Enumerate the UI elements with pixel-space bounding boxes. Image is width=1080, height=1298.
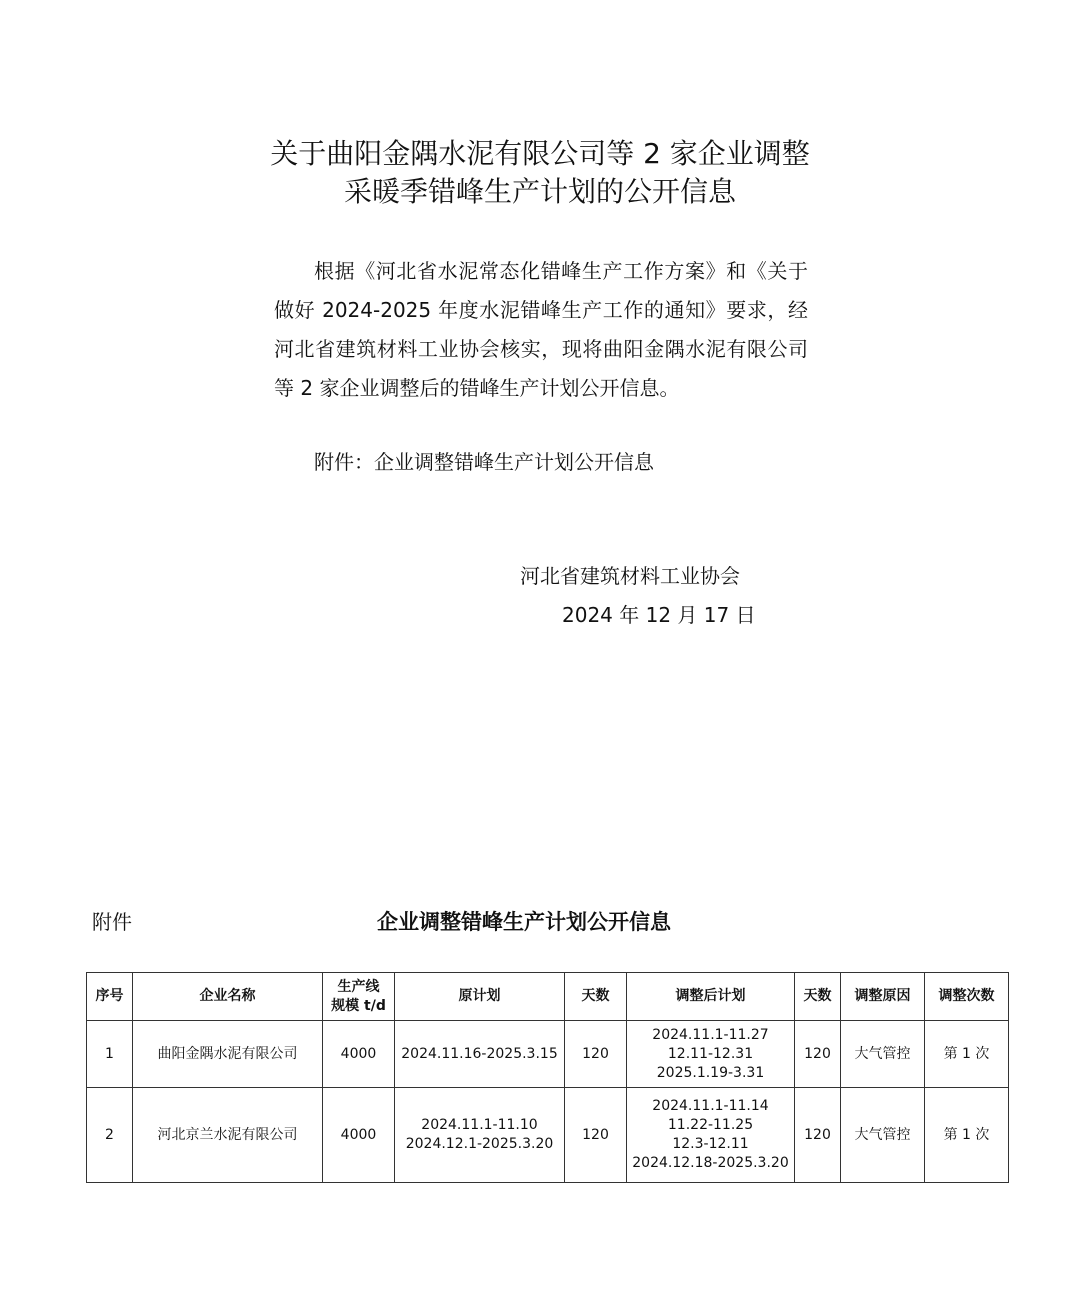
header-days: 天数 — [565, 973, 627, 1021]
body-line: 等 2 家企业调整后的错峰生产计划公开信息。 — [274, 376, 680, 400]
body-line: 做好 2024-2025 年度水泥错峰生产工作的通知》要求，经 — [274, 298, 808, 322]
header-times: 调整次数 — [925, 973, 1009, 1021]
cell-adjusted-plan — [627, 1088, 795, 1183]
plan-period: 2024.11.1-11.14 — [652, 1098, 769, 1114]
table-row — [87, 1088, 1009, 1183]
cell-scale: 4000 — [323, 1021, 395, 1088]
plan-period: 2024.12.18-2025.3.20 — [632, 1155, 789, 1171]
plan-period: 12.11-12.31 — [667, 1045, 754, 1062]
document-title-line-2: 采暖季错峰生产计划的公开信息 — [343, 175, 736, 208]
attachment-note: 附件：企业调整错峰生产计划公开信息 — [314, 450, 654, 474]
annex-label: 附件 — [92, 910, 132, 934]
cell-days: 120 — [795, 1021, 841, 1088]
body-line: 河北省建筑材料工业协会核实，现将曲阳金隅水泥有限公司 — [274, 337, 808, 361]
signature-date: 2024 年 12 月 17 日 — [562, 603, 756, 627]
cell-original-plan — [395, 1088, 565, 1183]
cell-times: 第 1 次 — [925, 1021, 1009, 1088]
header-original-plan: 原计划 — [395, 973, 565, 1021]
header-adjusted-plan: 调整后计划 — [627, 973, 795, 1021]
cell-company: 河北京兰水泥有限公司 — [133, 1088, 323, 1183]
header-seq: 序号 — [87, 973, 133, 1021]
header-company: 企业名称 — [133, 973, 323, 1021]
header-scale-line: 规模 t/d — [331, 997, 386, 1014]
cell-scale: 4000 — [323, 1088, 395, 1183]
header-reason: 调整原因 — [841, 973, 925, 1021]
plan-period: 2024.11.16-2025.3.15 — [401, 1045, 558, 1062]
cell-reason: 大气管控 — [841, 1088, 925, 1183]
annex-title: 企业调整错峰生产计划公开信息 — [377, 910, 671, 934]
header-scale — [323, 973, 395, 1021]
signature-organization: 河北省建筑材料工业协会 — [520, 564, 740, 588]
document-title-line-1: 关于曲阳金隅水泥有限公司等 2 家企业调整 — [270, 137, 810, 170]
cell-original-plan — [395, 1021, 565, 1088]
plan-period: 2024.12.1-2025.3.20 — [405, 1136, 554, 1152]
cell-days: 120 — [565, 1088, 627, 1183]
table-row — [87, 1021, 1009, 1088]
header-scale-line: 生产线 — [337, 978, 380, 995]
cell-company: 曲阳金隅水泥有限公司 — [133, 1021, 323, 1088]
cell-reason: 大气管控 — [841, 1021, 925, 1088]
header-days: 天数 — [795, 973, 841, 1021]
cell-seq: 2 — [87, 1088, 133, 1183]
body-line: 根据《河北省水泥常态化错峰生产工作方案》和《关于 — [314, 259, 808, 283]
production-plan-table — [86, 972, 1009, 1183]
plan-period: 2024.11.1-11.10 — [421, 1117, 538, 1133]
cell-adjusted-plan — [627, 1021, 795, 1088]
body-paragraph — [274, 252, 808, 408]
cell-seq: 1 — [87, 1021, 133, 1088]
plan-period: 2024.11.1-11.27 — [652, 1026, 769, 1043]
cell-days: 120 — [565, 1021, 627, 1088]
table-header-row — [87, 973, 1009, 1021]
plan-period: 11.22-11.25 — [667, 1117, 754, 1133]
plan-period: 2025.1.19-3.31 — [656, 1064, 765, 1081]
cell-times: 第 1 次 — [925, 1088, 1009, 1183]
cell-days: 120 — [795, 1088, 841, 1183]
plan-period: 12.3-12.11 — [672, 1136, 749, 1152]
